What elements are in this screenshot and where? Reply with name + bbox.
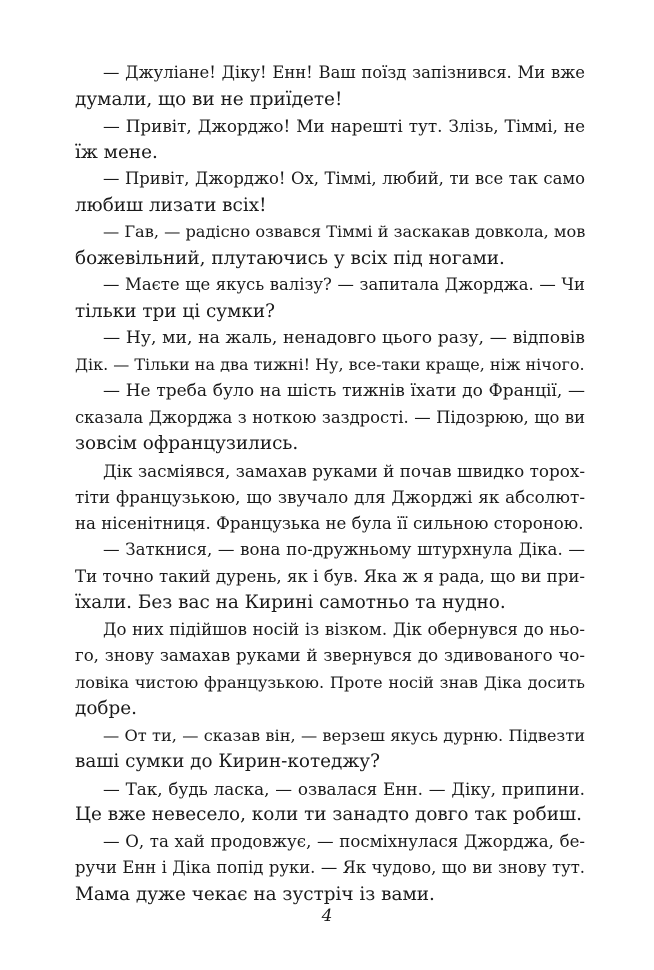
text-line: зовсім офранцузились. — [75, 433, 299, 454]
paragraph — [75, 272, 585, 325]
body-text — [75, 60, 585, 908]
paragraph — [75, 325, 585, 378]
text-line: тіти французькою, що звучало для Джорджі як абсолют- — [75, 487, 585, 507]
paragraph — [75, 617, 585, 723]
paragraph — [75, 776, 585, 829]
paragraph — [75, 537, 585, 617]
text-line: тільки три ці сумки? — [75, 300, 275, 322]
paragraph — [75, 219, 585, 272]
paragraph — [75, 829, 585, 909]
text-line: — Гав, — радісно озвався Тіммі й заскакав довкола, мов — [103, 222, 586, 241]
text-line: — Не треба було на шість тижнів їхати до Франції, — — [103, 381, 585, 401]
page-number: 4 — [321, 906, 333, 926]
paragraph — [75, 378, 585, 458]
text-line: — Джуліане! Діку! Енн! Ваш поїзд запізнився. Ми вже — [103, 63, 585, 82]
text-line: — Ну, ми, на жаль, ненадовго цього разу, — відповів — [103, 328, 585, 348]
text-line: добре. — [75, 698, 137, 719]
text-line: го, знову замахав руками й звернувся до здивованого чо- — [75, 646, 585, 665]
text-line: — От ти, — сказав він, — верзеш якусь дурню. Підвезти — [103, 725, 585, 745]
text-line: любиш лизати всіх! — [75, 194, 267, 216]
text-line: на нісенітниця. Французька не була її сильною стороною. — [75, 513, 584, 533]
text-line: їж мене. — [75, 141, 158, 163]
text-line: ловіка чистою французькою. Проте носій знав Діка досить — [75, 672, 585, 692]
text-line: думали, що ви не приїдете! — [75, 88, 343, 110]
text-line: Дік. — Тільки на два тижні! Ну, все-таки краще, ніж нічого. — [75, 354, 585, 374]
text-line: — О, та хай продовжує, — посміхнулася Джорджа, бе- — [103, 831, 585, 851]
paragraph — [75, 723, 585, 776]
text-line: — Привіт, Джорджо! Ми нарешті тут. Злізь, Тіммі, не — [103, 116, 585, 136]
paragraph — [75, 60, 585, 113]
text-line: Це вже невесело, коли ти занадто довго так робиш. — [75, 804, 582, 825]
text-line: Мама дуже чекає на зустріч із вами. — [75, 883, 435, 905]
text-line: Ти точно такий дурень, як і був. Яка ж я рада, що ви при- — [75, 566, 585, 586]
text-line: ручи Енн і Діка попід руки. — Як чудово, що ви знову тут. — [75, 858, 585, 877]
text-line: — Так, будь ласка, — озвалася Енн. — Діку, припини. — [103, 778, 585, 799]
paragraph — [75, 113, 585, 166]
text-line: ваші сумки до Кирин-котеджу? — [75, 751, 380, 772]
text-line: — Привіт, Джорджо! Ох, Тіммі, любий, ти все так само — [103, 169, 585, 188]
paragraph — [75, 458, 585, 538]
text-line: — Заткнися, — вона по-дружньому штурхнула Діка. — — [103, 540, 585, 559]
paragraph — [75, 166, 585, 219]
text-line: сказала Джорджа з ноткою заздрості. — Підозрюю, що ви — [75, 407, 585, 427]
text-line: Дік засміявся, замахав руками й почав швидко торох- — [103, 460, 585, 481]
text-line: — Маєте ще якусь валізу? — запитала Джорджа. — Чи — [103, 275, 585, 294]
text-line: божевільний, плутаючись у всіх під ногами. — [75, 247, 505, 269]
text-line: До них підійшов носій із візком. Дік обернувся до ньо- — [103, 619, 585, 639]
text-line: їхали. Без вас на Кирині самотньо та нудно. — [75, 592, 506, 613]
